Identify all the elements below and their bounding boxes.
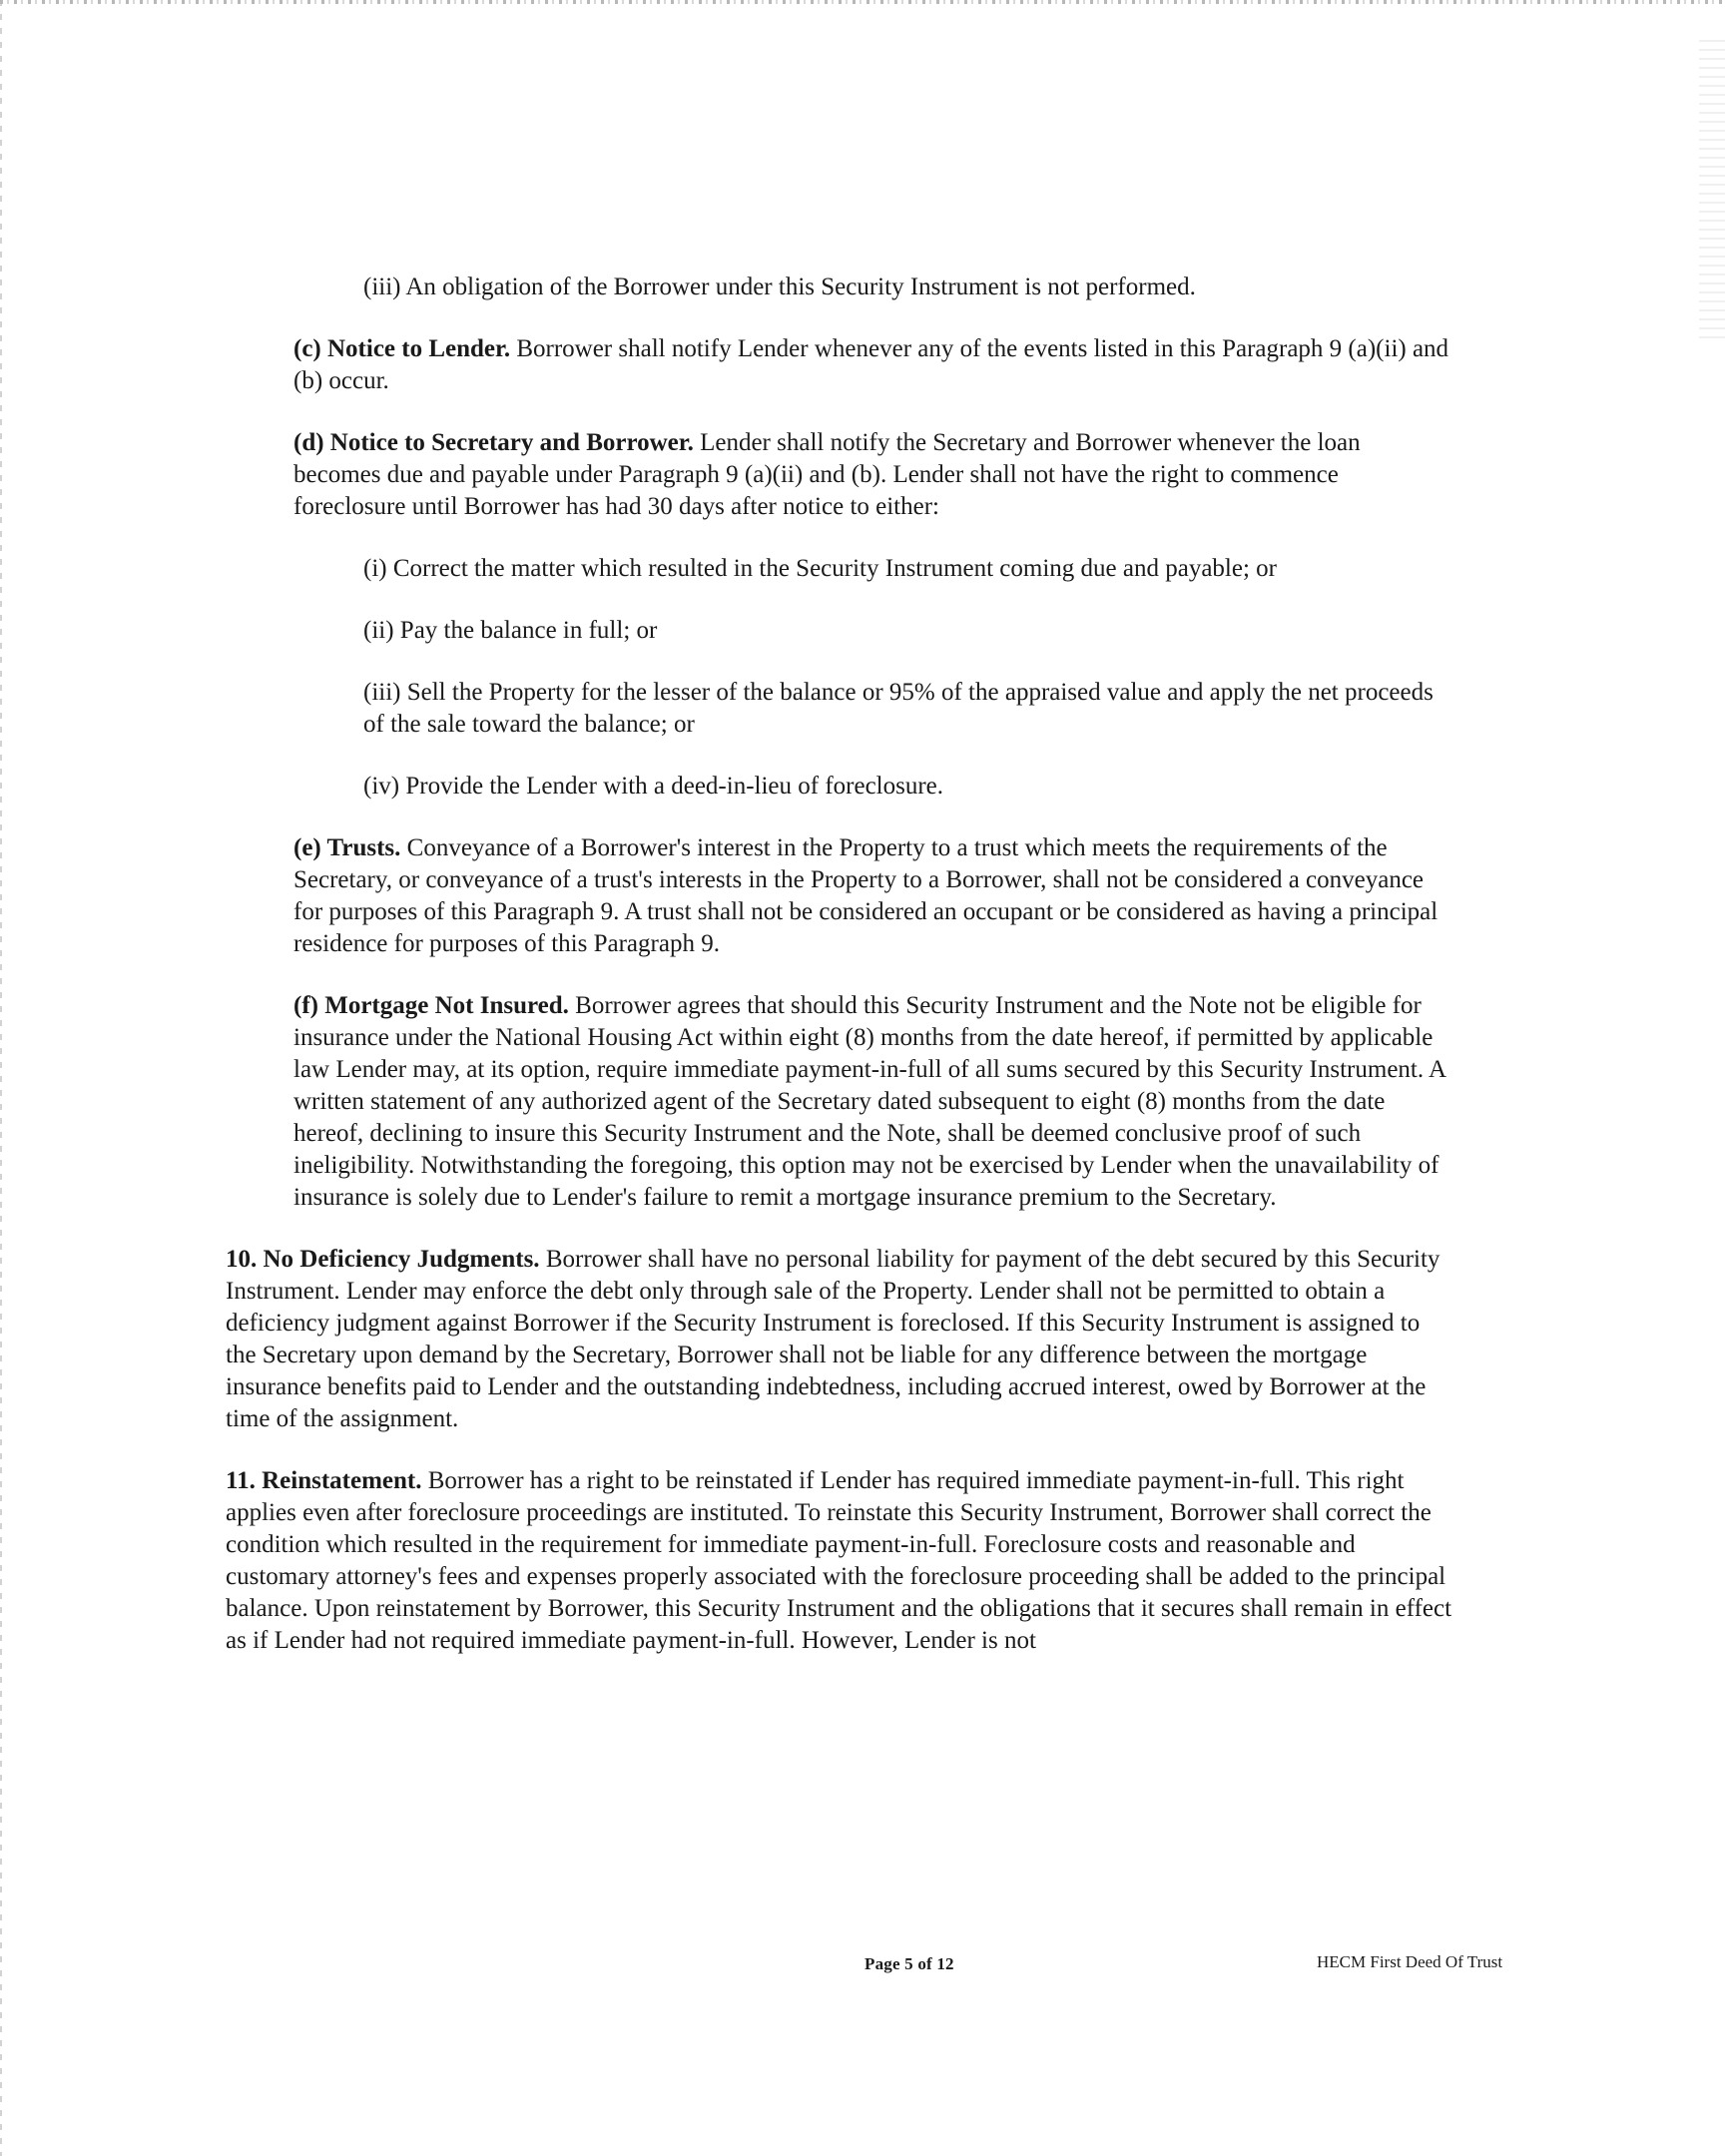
clause-d-iii — [226, 677, 1453, 741]
clause-a-iii-text: (iii) An obligation of the Borrower under this Security Instrument is not performed. — [363, 273, 1196, 300]
section-11-heading: 11. Reinstatement. — [226, 1467, 422, 1494]
section-10-no-deficiency-judgments — [226, 1244, 1453, 1435]
scan-noise-right — [1699, 40, 1725, 339]
clause-d-i — [226, 553, 1453, 585]
clause-a-iii — [226, 271, 1453, 303]
paragraph-f-mortgage-not-insured — [226, 990, 1453, 1214]
clause-d-ii-text: (ii) Pay the balance in full; or — [363, 617, 658, 644]
paragraph-f-text: Borrower agrees that should this Security Instrument and the Note not be eligible for insurance under the National Housing Act within eight (8) months from the date hereof, if permitted by applicable law Lender may, at its option, require immediate payment-in-full of all sums secured by this Security Instrument. A written statement of any authorized agent of the Secretary dated subsequent to eight (8) months from the date hereof, declining to insure this Security Instrument and the Note, shall be deemed conclusive proof of such ineligibility. Notwithstanding the foregoing, this option may not be exercised by Lender when the unavailability of insurance is solely due to Lender's failure to remit a mortgage insurance premium to the Secretary. — [293, 992, 1445, 1211]
page-number: Page 5 of 12 — [864, 1954, 954, 1973]
section-10-heading: 10. No Deficiency Judgments. — [226, 1246, 540, 1273]
paragraph-f-heading: (f) Mortgage Not Insured. — [293, 992, 569, 1019]
section-11-text: Borrower has a right to be reinstated if Lender has required immediate payment-in-full. This right applies even after foreclosure proceedings are instituted. To reinstate this Security Instrument, Borrower shall correct the condition which resulted in the requirement for immediate payment-in-full. Foreclosure costs and reasonable and customary attorney's fees and expenses properly associated with the foreclosure proceeding shall be added to the principal balance. Upon reinstatement by Borrower, this Security Instrument and the obligations that it secures shall remain in effect as if Lender had not required immediate payment-in-full. However, Lender is not — [226, 1467, 1452, 1654]
paragraph-c-notice-to-lender — [226, 333, 1453, 397]
scan-edge-top — [0, 0, 1725, 4]
clause-d-iv-text: (iv) Provide the Lender with a deed-in-lieu of foreclosure. — [363, 773, 944, 800]
paragraph-e-text: Conveyance of a Borrower's interest in the Property to a trust which meets the requirements of the Secretary, or conveyance of a trust's interests in the Property to a Borrower, shall not be considered a conveyance for purposes of this Paragraph 9. A trust shall not be considered an occupant or be considered as having a principal residence for purposes of this Paragraph 9. — [293, 834, 1438, 957]
paragraph-d-heading: (d) Notice to Secretary and Borrower. — [293, 429, 694, 456]
paragraph-c-heading: (c) Notice to Lender. — [293, 335, 511, 362]
paragraph-c-text: Borrower shall notify Lender whenever any of the events listed in this Paragraph 9 (a)(ii) and (b) occur. — [293, 335, 1449, 394]
section-11-reinstatement — [226, 1465, 1453, 1657]
clause-d-iii-text: (iii) Sell the Property for the lesser of the balance or 95% of the appraised value and apply the net proceeds of the sale toward the balance; or — [363, 679, 1434, 738]
document-name: HECM First Deed Of Trust — [1317, 1952, 1503, 1971]
clause-d-i-text: (i) Correct the matter which resulted in the Security Instrument coming due and payable; or — [363, 555, 1277, 582]
paragraph-d-text: Lender shall notify the Secretary and Borrower whenever the loan becomes due and payable under Paragraph 9 (a)(ii) and (b). Lender shall not have the right to commence foreclosure until Borrower has had 30 days after notice to either: — [293, 429, 1361, 520]
paragraph-e-trusts — [226, 832, 1453, 960]
clause-d-iv — [226, 771, 1453, 803]
clause-d-ii — [226, 615, 1453, 647]
section-10-text: Borrower shall have no personal liability for payment of the debt secured by this Security Instrument. Lender may enforce the debt only through sale of the Property. Lender shall not be permitted to obtain a deficiency judgment against Borrower if the Security Instrument is foreclosed. If this Security Instrument is assigned to the Secretary upon demand by the Secretary, Borrower shall not be liable for any difference between the mortgage insurance benefits paid to Lender and the outstanding indebtedness, including accrued interest, owed by Borrower at the time of the assignment. — [226, 1246, 1440, 1432]
paragraph-d-notice-to-secretary — [226, 427, 1453, 523]
paragraph-e-heading: (e) Trusts. — [293, 834, 401, 861]
document-body — [226, 271, 1453, 1657]
scan-edge-left — [0, 0, 2, 2156]
